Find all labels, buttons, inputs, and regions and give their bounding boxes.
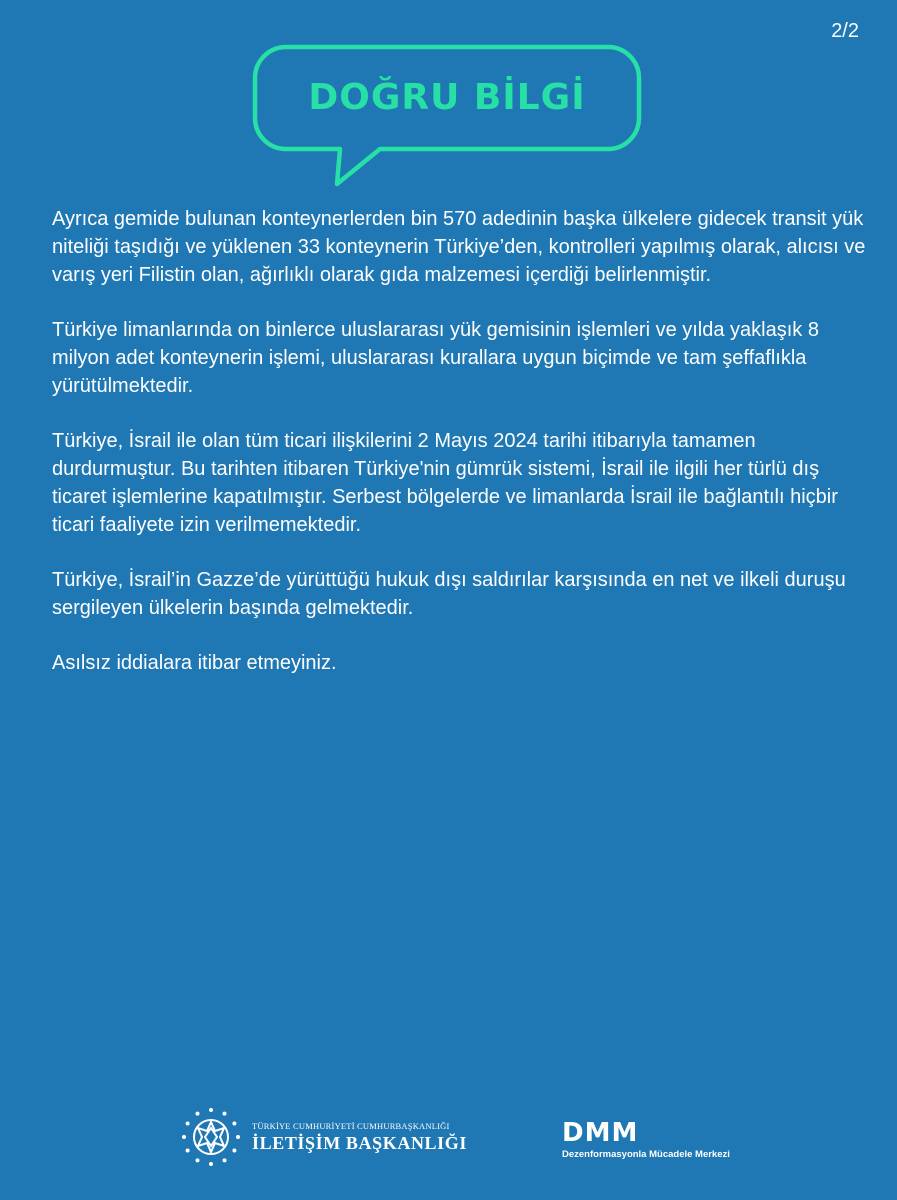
paragraph-2: Türkiye limanlarında on binlerce uluslararası yük gemisinin işlemleri ve yılda yaklaşık 8 milyon adet konteynerin işlemi, uluslararası kurallara uygun biçimde ve tam şeffaflıkla yürütülmektedir. — [52, 319, 819, 397]
star-emblem-icon — [180, 1106, 242, 1168]
article-body — [52, 205, 872, 704]
speech-bubble-header — [252, 44, 642, 189]
page-counter: 2/2 — [831, 20, 859, 42]
footer-subtitle: TÜRKİYE CUMHURİYETİ CUMHURBAŞKANLIĞI — [252, 1120, 450, 1131]
dmm-logo — [562, 1120, 732, 1160]
paragraph-3: Türkiye, İsrail ile olan tüm ticari ilişkilerini 2 Mayıs 2024 tarihi itibarıyla tamamen durdurmuştur. Bu tarihten itibaren Türkiye'nin gümrük sistemi, İsrail ile ilgili her türlü dış ticaret işlemlerine kapatılmıştır. Serbest bölgelerde ve limanlarda İsrail ile bağlantılı hiçbir ticari faaliyete izin verilmemektedir. — [52, 430, 838, 536]
dmm-logo-text: DMM — [562, 1118, 639, 1148]
paragraph-4: Türkiye, İsrail’in Gazze’de yürüttüğü hukuk dışı saldırılar karşısında en net ve ilkeli duruşu sergileyen ülkelerin başında gelmektedir. — [52, 569, 846, 619]
header-title: DOĞRU BİLGİ — [308, 77, 586, 118]
iletisim-baskanligi-logo — [180, 1106, 467, 1168]
footer-title: İLETİŞİM BAŞKANLIĞI — [252, 1132, 467, 1153]
dmm-subtitle: Dezenformasyonla Mücadele Merkezi — [562, 1149, 730, 1160]
paragraph-5: Asılsız iddialara itibar etmeyiniz. — [52, 652, 337, 674]
paragraph-1: Ayrıca gemide bulunan konteynerlerden bin 570 adedinin başka ülkelere gidecek transit yük niteliği taşıdığı ve yüklenen 33 konteynerin Türkiye’den, kontrolleri yapılmış olarak, alıcısı ve varış yeri Filistin olan, ağırlıklı olarak gıda malzemesi içerdiği belirlenmiştir. — [52, 208, 866, 286]
